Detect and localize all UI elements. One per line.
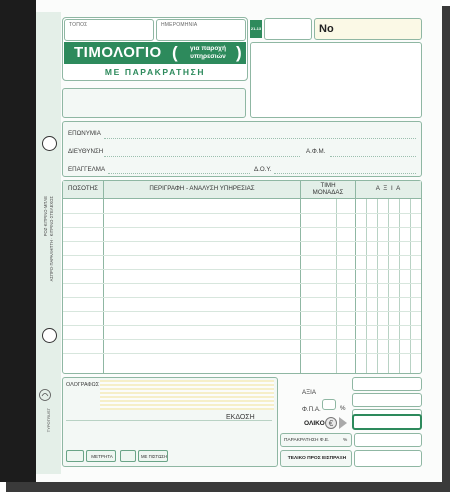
- paren-open: (: [172, 43, 178, 62]
- invoice-subtitle: ΜΕ ΠΑΡΑΚΡΑΤΗΣΗ: [104, 67, 206, 77]
- col-quantity: ΠΟΣΟΤΗΣ: [68, 185, 98, 192]
- paren-close: ): [236, 43, 242, 62]
- table-row[interactable]: [63, 255, 421, 256]
- final-collect-label: ΤΕΛΙΚΟ ΠΡΟΣ ΕΙΣΠΡΑΞΗ: [287, 456, 347, 461]
- col-value: Α Ξ Ι Α: [375, 185, 402, 192]
- withholding-label: ΠΑΡΑΚΡΑΤΗΣΗ Φ.Ε.: [284, 438, 330, 443]
- table-row[interactable]: [63, 283, 421, 284]
- col-divider-2: [300, 181, 301, 373]
- final-collect-amount-field[interactable]: [354, 450, 422, 467]
- copy-colors-text: [43, 196, 48, 236]
- withholding-percent: %: [343, 438, 348, 443]
- table-row[interactable]: [63, 325, 421, 326]
- notes-box[interactable]: [62, 88, 246, 118]
- value-digit-divider-4: [399, 199, 400, 373]
- copy-colors-line2: ΑΣΠΡΟ·ΠΑΡΑΛΗΠΤΗ · ΚΙΤΡΙΝΟ·ΣΤΕΛΕΧΟΣ: [49, 196, 54, 282]
- issue-label: ΕΚΔΟΣΗ: [226, 414, 255, 421]
- arrow-right-icon: [339, 417, 347, 429]
- table-row[interactable]: [63, 269, 421, 270]
- number-field[interactable]: [314, 18, 422, 40]
- vat-percent: %: [340, 405, 346, 412]
- name-label: ΕΠΩΝΥΜΙΑ: [68, 130, 101, 137]
- value-digit-divider-5: [410, 199, 411, 373]
- items-table: [62, 180, 422, 374]
- price-decimal-divider: [336, 199, 337, 373]
- punch-hole-top: [42, 136, 57, 151]
- table-row[interactable]: [63, 339, 421, 340]
- tax-office-line[interactable]: [274, 173, 416, 174]
- place-label: ΤΟΠΟΣ: [69, 22, 88, 28]
- page-shadow-right: [442, 6, 450, 492]
- col-divider-1: [103, 181, 104, 373]
- total-amount-field[interactable]: [352, 414, 422, 430]
- issuer-stamp-box[interactable]: [250, 42, 422, 118]
- title-band: [64, 42, 246, 64]
- credit-label: ΜΕ ΠΙΣΤΩΣΗ: [140, 454, 168, 459]
- cash-checkbox[interactable]: [66, 450, 84, 462]
- number-label: No: [319, 23, 334, 35]
- date-label: ΗΜΕΡΟΜΗΝΙΑ: [161, 22, 198, 28]
- series-badge: [250, 20, 262, 38]
- profession-label: ΕΠΑΓΓΕΛΜΑ: [68, 166, 106, 173]
- amount-in-words-label: ΟΛΟΓΡΑΦΩΣ: [66, 382, 100, 388]
- brand-vertical: [46, 408, 51, 432]
- title-paren-line1: για παροχή: [190, 45, 226, 52]
- profession-line[interactable]: [108, 173, 250, 174]
- brand-logo-icon: [38, 388, 52, 402]
- series-code: 21-13: [250, 26, 262, 31]
- credit-option[interactable]: [138, 450, 168, 462]
- withholding-box: [280, 433, 352, 447]
- brand-name: TYPOTRUST: [46, 408, 51, 433]
- credit-checkbox[interactable]: [120, 450, 136, 462]
- table-row[interactable]: [63, 241, 421, 242]
- customer-box: [62, 121, 422, 177]
- table-row[interactable]: [63, 227, 421, 228]
- punch-hole-bottom: [42, 328, 57, 343]
- table-row[interactable]: [63, 297, 421, 298]
- title-paren-line2: υπηρεσιών: [190, 52, 226, 60]
- address-line[interactable]: [104, 156, 300, 157]
- col-unit-price-line1: ΤΙΜΗ: [320, 182, 336, 189]
- series-field[interactable]: [264, 18, 312, 40]
- table-row[interactable]: [63, 311, 421, 312]
- table-row[interactable]: [63, 353, 421, 354]
- vat-number-label: Α.Φ.Μ.: [306, 148, 326, 155]
- value-amount-field-2[interactable]: [352, 393, 422, 407]
- table-row[interactable]: [63, 213, 421, 214]
- col-divider-3: [355, 181, 356, 373]
- name-line[interactable]: [104, 138, 416, 139]
- cash-option[interactable]: [86, 450, 116, 462]
- cash-label: ΜΕΤΡΗΤΑ: [91, 454, 113, 459]
- invoice-title: ΤΙΜΟΛΟΓΙΟ: [74, 44, 162, 61]
- value-digit-divider-2: [377, 199, 378, 373]
- total-label: ΟΛΙΚΟ: [304, 420, 325, 427]
- page-shadow-bottom: [6, 482, 450, 492]
- tax-office-label: Δ.Ο.Υ.: [254, 166, 272, 173]
- vat-label: Φ.Π.Α.: [302, 406, 321, 413]
- vat-rate-field[interactable]: [322, 399, 336, 410]
- value-label: ΑΞΙΑ: [302, 389, 316, 396]
- withholding-amount-field[interactable]: [354, 433, 422, 447]
- col-description: ΠΕΡΙΓΡΑΦΗ - ΑΝΑΛΥΣΗ ΥΠΗΡΕΣΙΑΣ: [149, 185, 255, 192]
- amount-in-words-area[interactable]: [100, 380, 274, 410]
- copy-colors-line1: ΡΟΖ·ΚΙΤΡΙΝΟ·ΜΠΛΕ: [43, 196, 48, 237]
- notebook-binding: [0, 0, 36, 482]
- vat-number-line[interactable]: [330, 156, 416, 157]
- value-digit-divider-3: [388, 199, 389, 373]
- col-unit-price-line2: ΜΟΝΑΔΑΣ: [312, 189, 344, 196]
- value-amount-field[interactable]: [352, 377, 422, 391]
- place-field[interactable]: [64, 19, 154, 41]
- col-unit-price: [301, 182, 355, 196]
- address-label: ΔΙΕΥΘΥΝΣΗ: [68, 148, 104, 155]
- date-field[interactable]: [156, 19, 246, 41]
- euro-badge: [325, 417, 337, 429]
- value-digit-divider-1: [366, 199, 367, 373]
- title-paren-text: [179, 45, 237, 60]
- final-collect-box: [280, 450, 352, 467]
- signature-line: [66, 420, 272, 421]
- copy-colors-text-2: [49, 196, 54, 281]
- euro-sign: €: [328, 419, 334, 428]
